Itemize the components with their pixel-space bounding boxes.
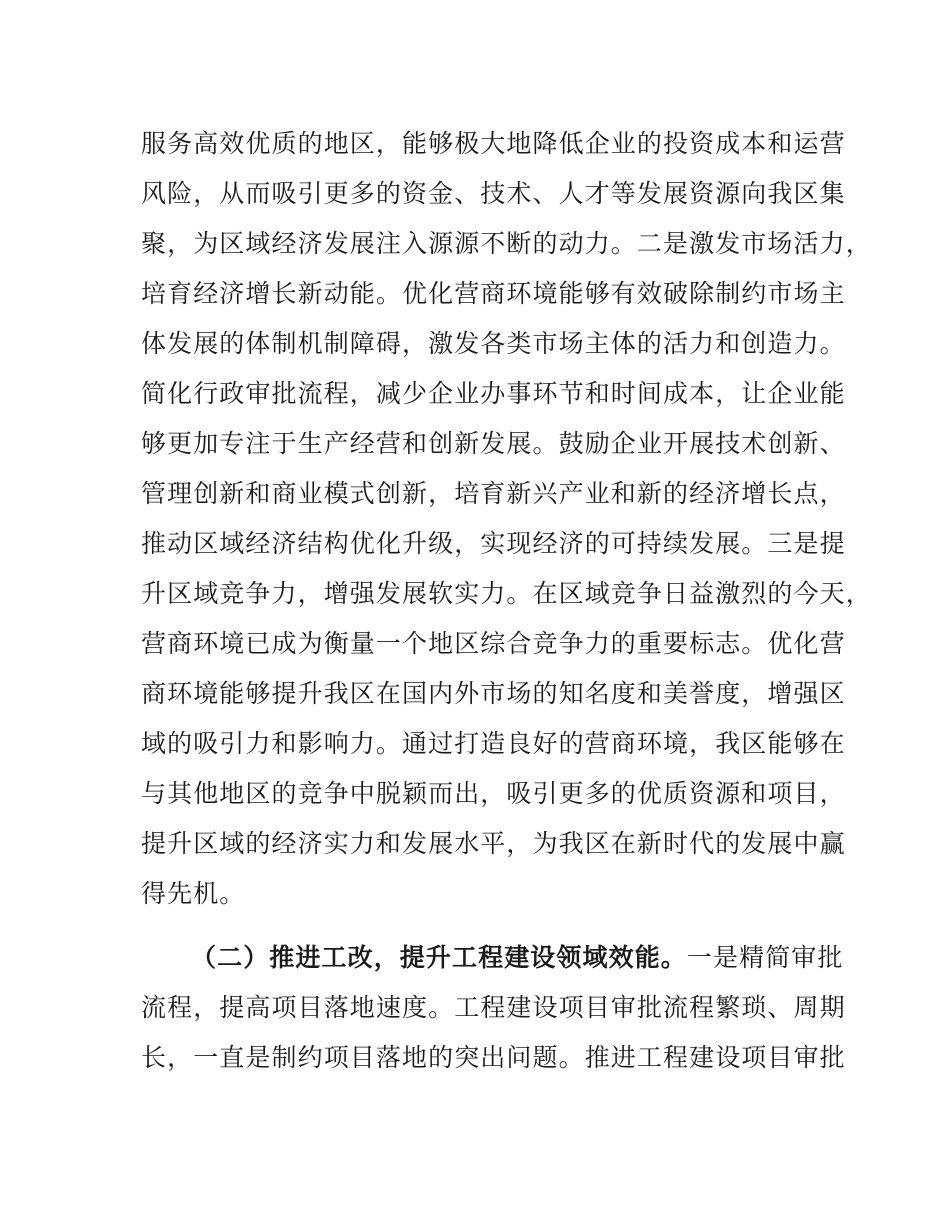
body-text-line: 简化行政审批流程，减少企业办事环节和时间成本，让企业能	[141, 379, 846, 408]
body-text-line: 体发展的体制机制障碍，激发各类市场主体的活力和创造力。	[141, 329, 846, 358]
body-text-line: 流程，提高项目落地速度。工程建设项目审批流程繁琐、周期	[141, 993, 846, 1022]
body-text-line: 与其他地区的竞争中脱颖而出，吸引更多的优质资源和项目，	[141, 779, 846, 808]
body-text-line: 风险，从而吸引更多的资金、技术、人才等发展资源向我区集	[141, 179, 846, 208]
body-text-line: 营商环境已成为衡量一个地区综合竞争力的重要标志。优化营	[141, 629, 846, 658]
body-text-line: 商环境能够提升我区在国内外市场的知名度和美誉度，增强区	[141, 679, 846, 708]
body-text-line: 够更加专注于生产经营和创新发展。鼓励企业开展技术创新、	[141, 429, 846, 458]
section-2-heading: （二）推进工改，提升工程建设领域效能。	[191, 943, 687, 972]
body-text-line: 服务高效优质的地区，能够极大地降低企业的投资成本和运营	[141, 129, 846, 158]
body-text-line: 得先机。	[141, 879, 246, 908]
body-text-line: 长，一直是制约项目落地的突出问题。推进工程建设项目审批	[141, 1043, 846, 1072]
body-text-line: 提升区域的经济实力和发展水平，为我区在新时代的发展中赢	[141, 829, 846, 858]
body-text-line: 培育经济增长新动能。优化营商环境能够有效破除制约市场主	[141, 279, 846, 308]
body-text-line: 域的吸引力和影响力。通过打造良好的营商环境，我区能够在	[141, 729, 846, 758]
section-2-first-line	[191, 938, 844, 978]
body-text-line: 升区域竞争力，增强发展软实力。在区域竞争日益激烈的今天，	[141, 579, 872, 608]
body-text-line: 推动区域经济结构优化升级，实现经济的可持续发展。三是提	[141, 529, 846, 558]
section-2-first-line-text: 一是精简审批	[686, 943, 844, 972]
body-text-line: 聚，为区域经济发展注入源源不断的动力。二是激发市场活力，	[141, 229, 872, 258]
body-text-line: 管理创新和商业模式创新，培育新兴产业和新的经济增长点，	[141, 479, 846, 508]
